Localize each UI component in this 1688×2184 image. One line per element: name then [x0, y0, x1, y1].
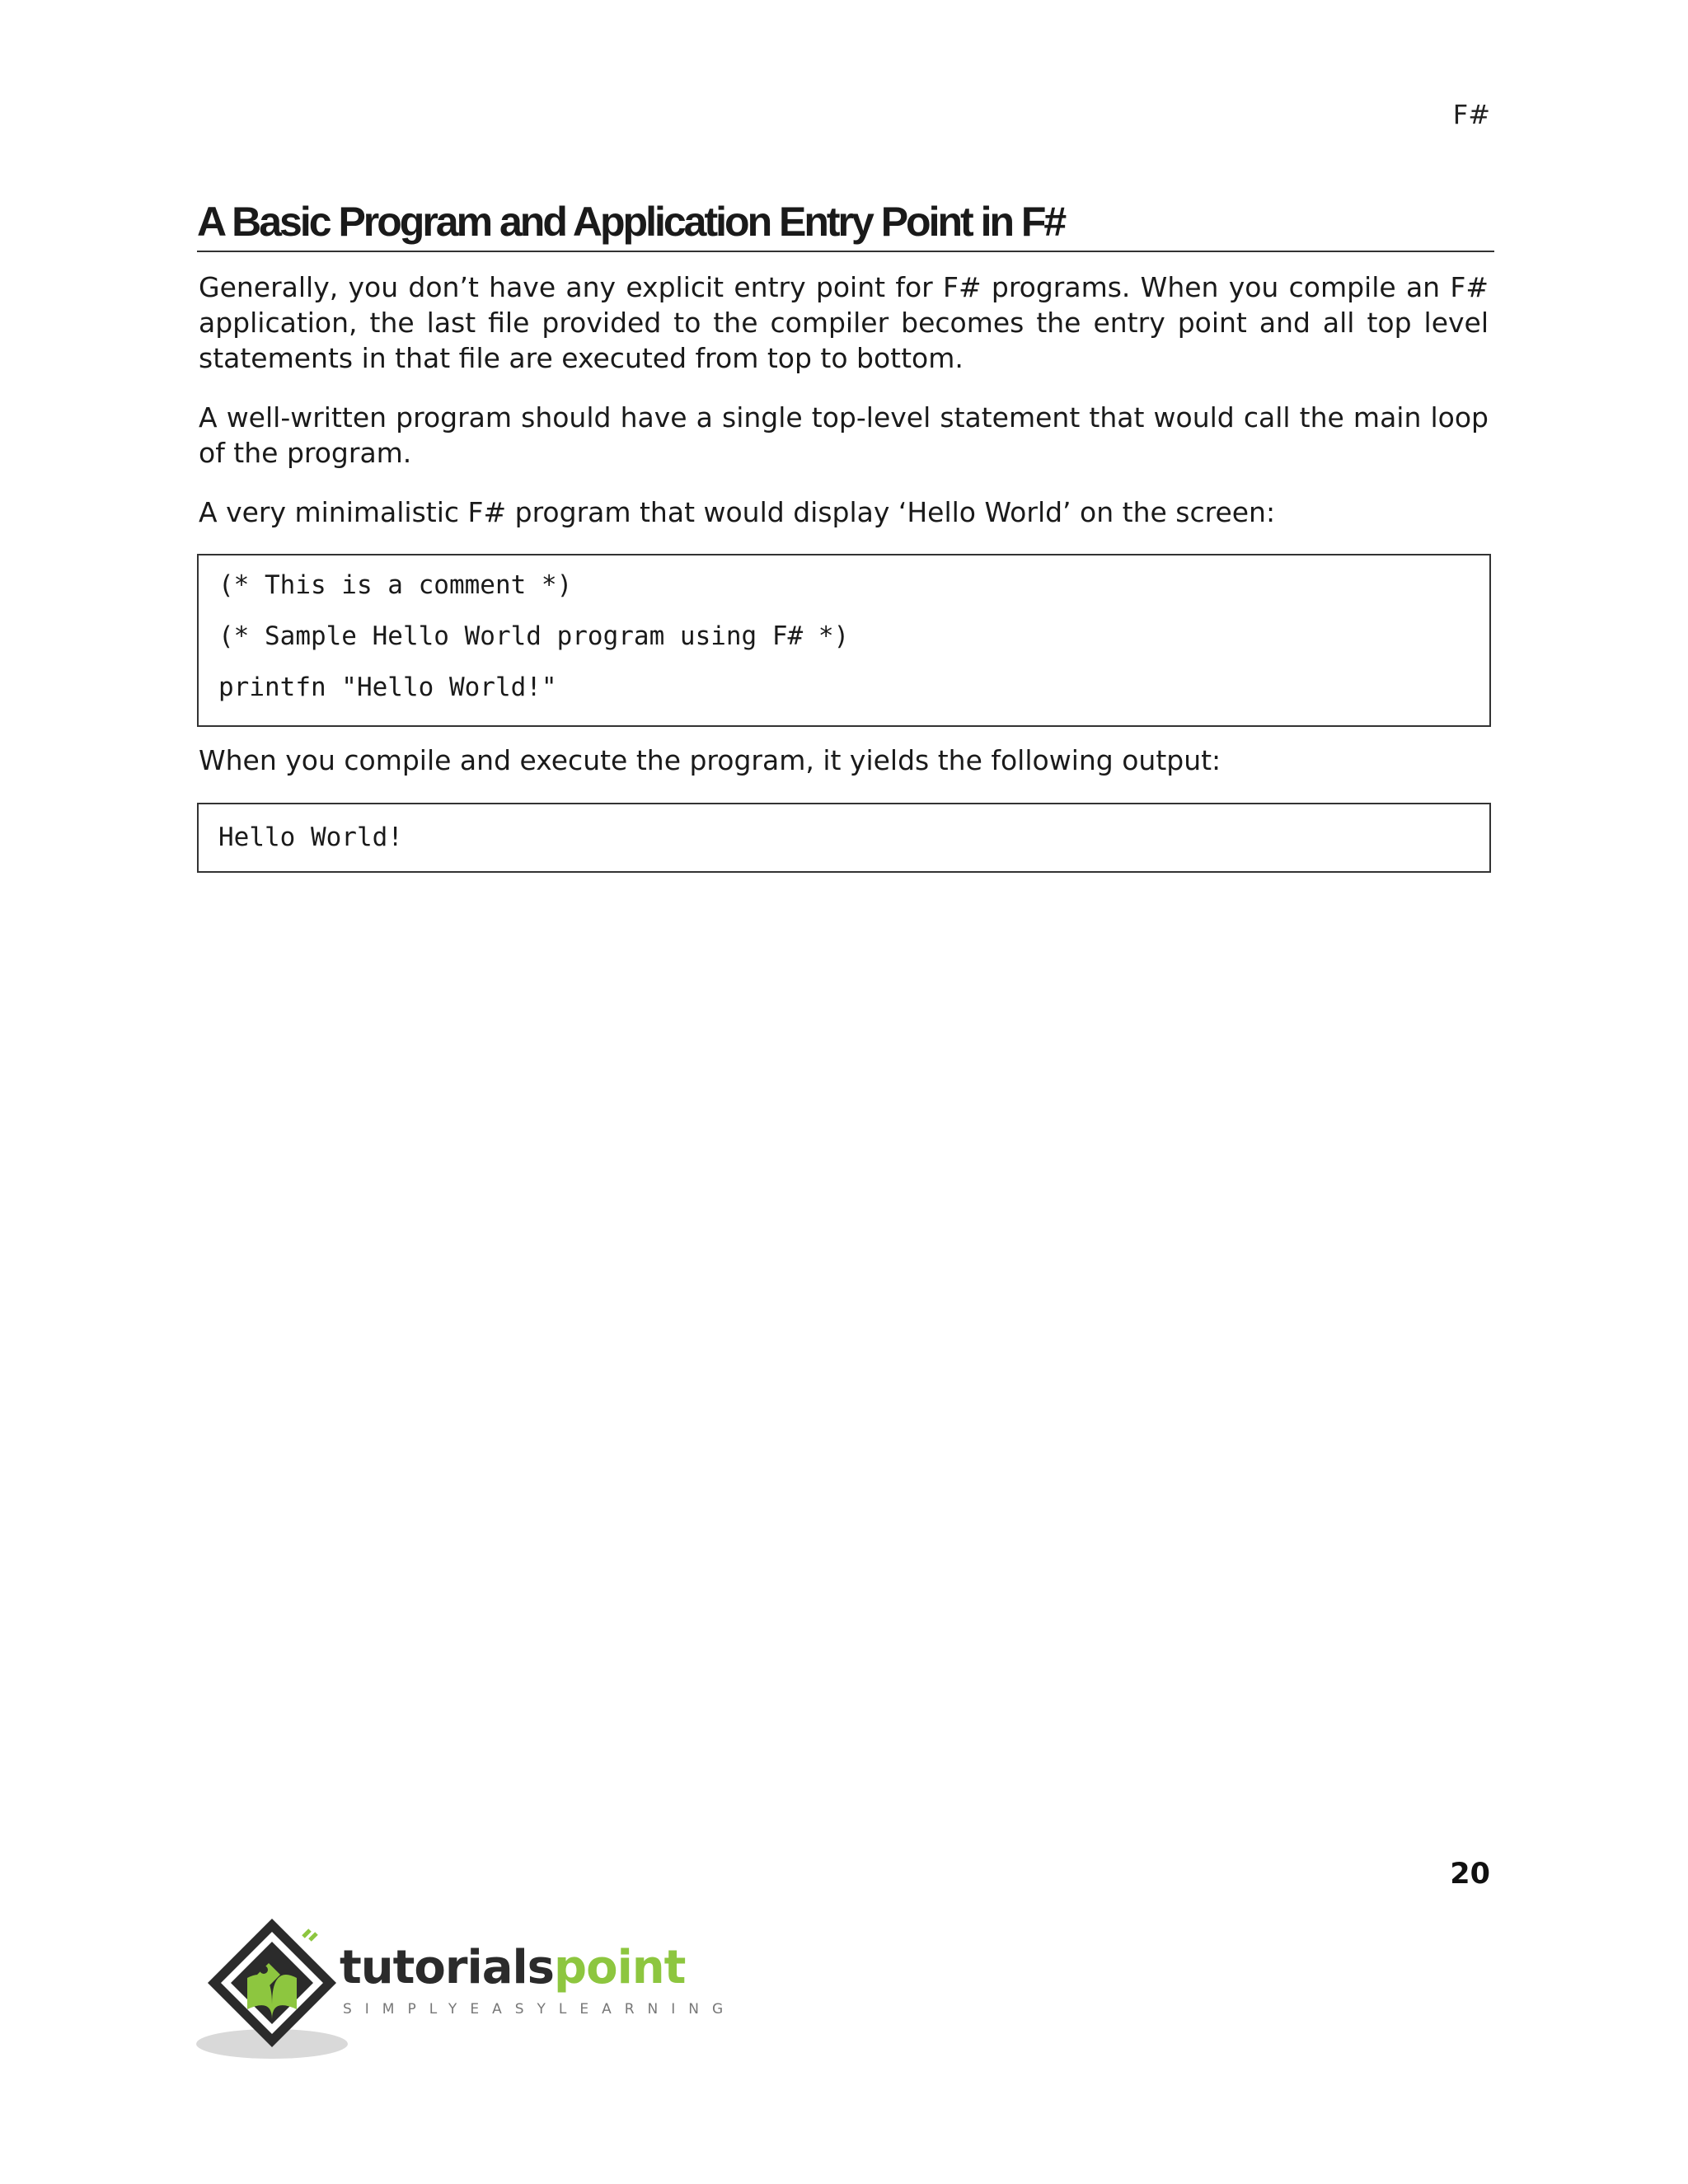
paragraph-top-level-statement: A well-written program should have a single top-level statement that would call the main loop of the program. [199, 401, 1489, 469]
logo-wordmark [340, 1943, 685, 1993]
running-header: F# [1452, 99, 1490, 130]
output-line: Hello World! [218, 823, 403, 852]
output-box [197, 803, 1491, 873]
code-line: (* This is a comment *) [218, 570, 573, 600]
logo-tagline: SIMPLYEASYLEARNING [343, 2001, 737, 2018]
paragraph-output-intro: When you compile and execute the program, it yields the following output: [199, 744, 1221, 776]
logo-word-point: point [554, 1941, 686, 1994]
code-sample-box [197, 554, 1491, 727]
code-line: printfn "Hello World!" [218, 673, 557, 702]
page-number: 20 [1450, 1858, 1490, 1891]
code-line: (* Sample Hello World program using F# *) [218, 621, 850, 651]
logo-word-tutorials: tutorials [340, 1941, 555, 1994]
section-title: A Basic Program and Application Entry Point in F# [197, 196, 1494, 252]
paragraph-hello-world-intro: A very minimalistic F# program that would display ‘Hello World’ on the screen: [199, 496, 1276, 528]
paragraph-entry-point: Generally, you don’t have any explicit entry point for F# programs. When you compile an F# application, the last file provided to the compiler becomes the entry point and all top level statements in that file are executed from top to bottom. [199, 271, 1489, 374]
